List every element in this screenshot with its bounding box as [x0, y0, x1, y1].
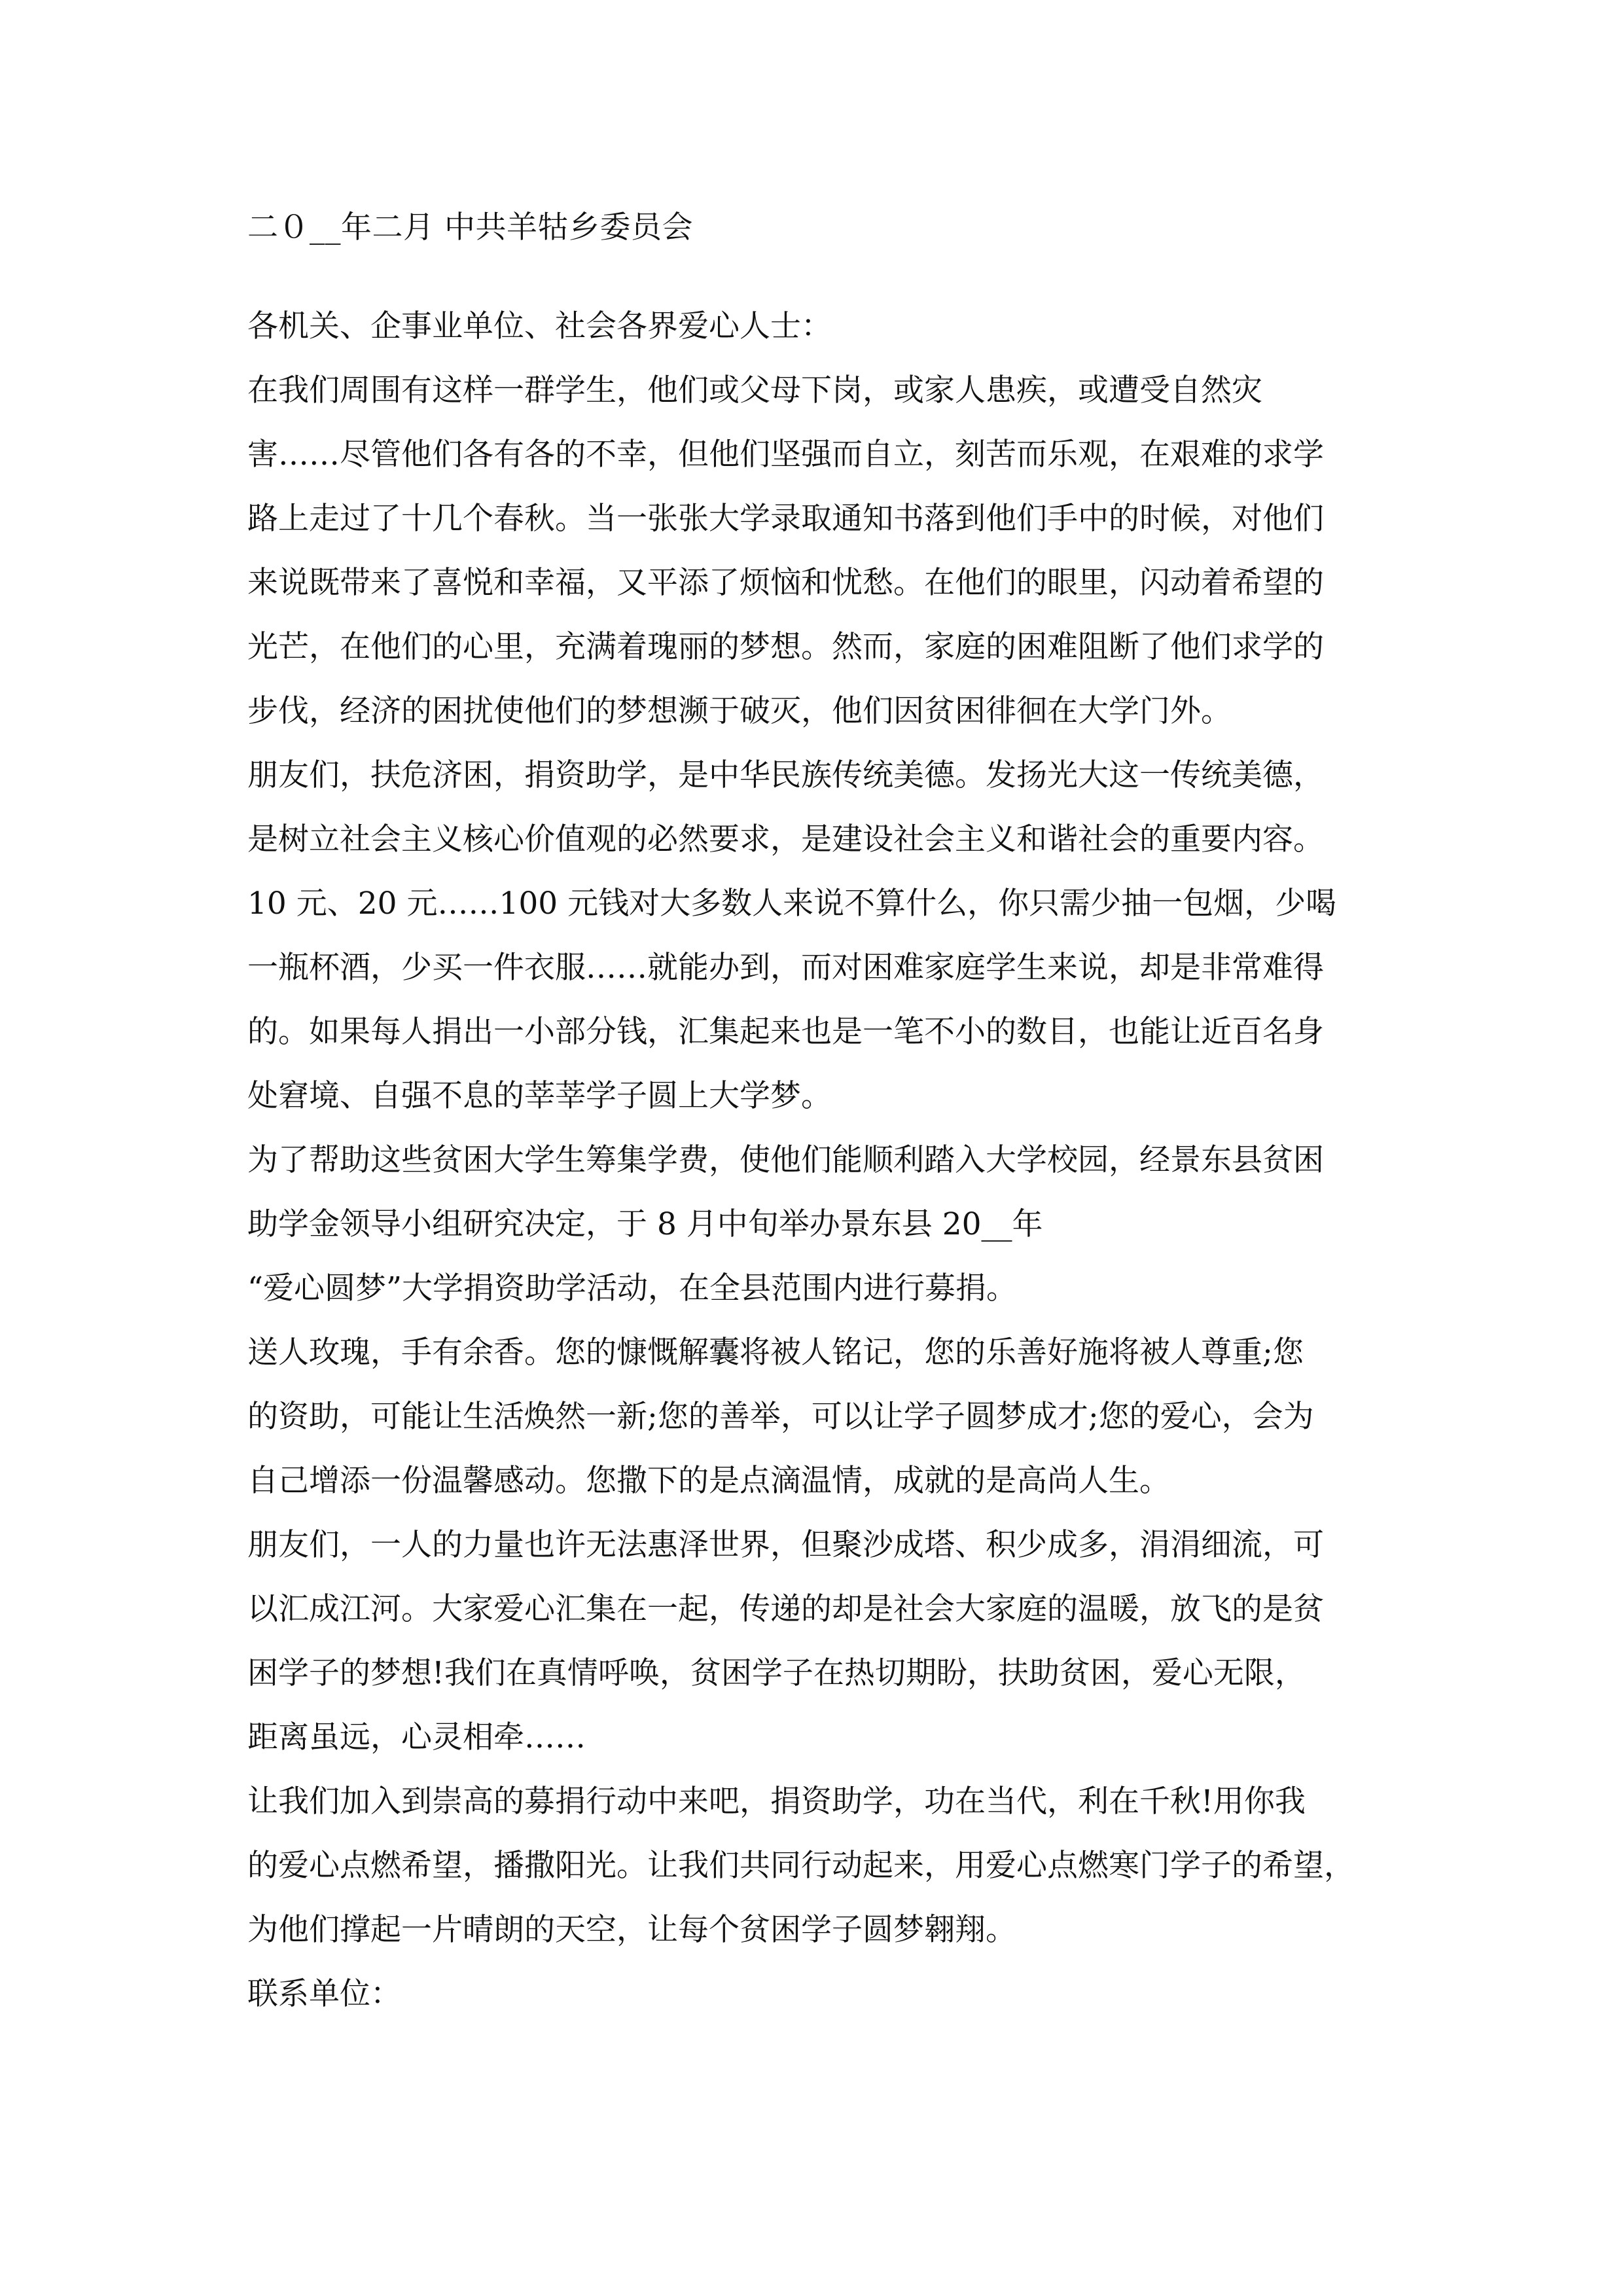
text-line: 让我们加入到崇高的募捐行动中来吧，捐资助学，功在当代，利在千秋!用你我 [247, 1784, 1306, 1820]
text-line: 的资助，可能让生活焕然一新;您的善举，可以让学子圆梦成才;您的爱心，会为 [247, 1399, 1314, 1435]
text-line: 困学子的梦想!我们在真情呼唤，贫困学子在热切期盼，扶助贫困，爱心无限， [247, 1655, 1306, 1691]
text-line: 为了帮助这些贫困大学生筹集学费，使他们能顺利踏入大学校园，经景东县贫困 [247, 1142, 1324, 1178]
text-line: 距离虽远，心灵相牵…… [247, 1719, 586, 1755]
text-line: 害……尽管他们各有各的不幸，但他们坚强而自立，刻苦而乐观，在艰难的求学 [247, 437, 1324, 473]
text-line: 朋友们，一人的力量也许无法惠泽世界，但聚沙成塔、积少成多，涓涓细流，可 [247, 1527, 1324, 1563]
text-line: 送人玫瑰，手有余香。您的慷慨解囊将被人铭记，您的乐善好施将被人尊重;您 [247, 1335, 1304, 1371]
text-line: 来说既带来了喜悦和幸福，又平添了烦恼和忧愁。在他们的眼里，闪动着希望的 [247, 565, 1324, 601]
text-line: 以汇成江河。大家爱心汇集在一起，传递的却是社会大家庭的温暖，放飞的是贫 [247, 1591, 1324, 1627]
text-line: 在我们周围有这样一群学生，他们或父母下岗，或家人患疾，或遭受自然灾 [247, 372, 1262, 408]
letter-body [247, 295, 1393, 2026]
text-line: 是树立社会主义核心价值观的必然要求，是建设社会主义和谐社会的重要内容。 [247, 821, 1324, 857]
text-line: 的爱心点燃希望，播撒阳光。让我们共同行动起来，用爱心点燃寒门学子的希望， [247, 1848, 1355, 1884]
text-line: 为他们撑起一片晴朗的天空，让每个贫困学子圆梦翱翔。 [247, 1912, 1016, 1948]
contact-unit-label: 联系单位： [247, 1976, 401, 2012]
text-line: 10 元、20 元……100 元钱对大多数人来说不算什么，你只需少抽一包烟，少喝 [247, 886, 1337, 922]
date-and-issuer-line: 二０__年二月 中共羊牯乡委员会 [247, 209, 693, 245]
salutation-line: 各机关、企事业单位、社会各界爱心人士： [247, 308, 832, 344]
text-line: 步伐，经济的困扰使他们的梦想濒于破灭，他们因贫困徘徊在大学门外。 [247, 693, 1232, 729]
text-line: 路上走过了十几个春秋。当一张张大学录取通知书落到他们手中的时候，对他们 [247, 501, 1324, 537]
text-line: 处窘境、自强不息的莘莘学子圆上大学梦。 [247, 1078, 832, 1114]
text-line: “爱心圆梦”大学捐资助学活动，在全县范围内进行募捐。 [247, 1270, 1018, 1306]
text-line: 自己增添一份温馨感动。您撒下的是点滴温情，成就的是高尚人生。 [247, 1463, 1170, 1499]
text-line: 助学金领导小组研究决定，于 8 月中旬举办景东县 20__年 [247, 1206, 1043, 1242]
text-line: 光芒，在他们的心里，充满着瑰丽的梦想。然而，家庭的困难阻断了他们求学的 [247, 629, 1324, 665]
text-line: 一瓶杯酒，少买一件衣服……就能办到，而对困难家庭学生来说，却是非常难得 [247, 950, 1324, 986]
text-line: 的。如果每人捐出一小部分钱，汇集起来也是一笔不小的数目，也能让近百名身 [247, 1014, 1324, 1050]
text-line: 朋友们，扶危济困，捐资助学，是中华民族传统美德。发扬光大这一传统美德， [247, 757, 1324, 793]
